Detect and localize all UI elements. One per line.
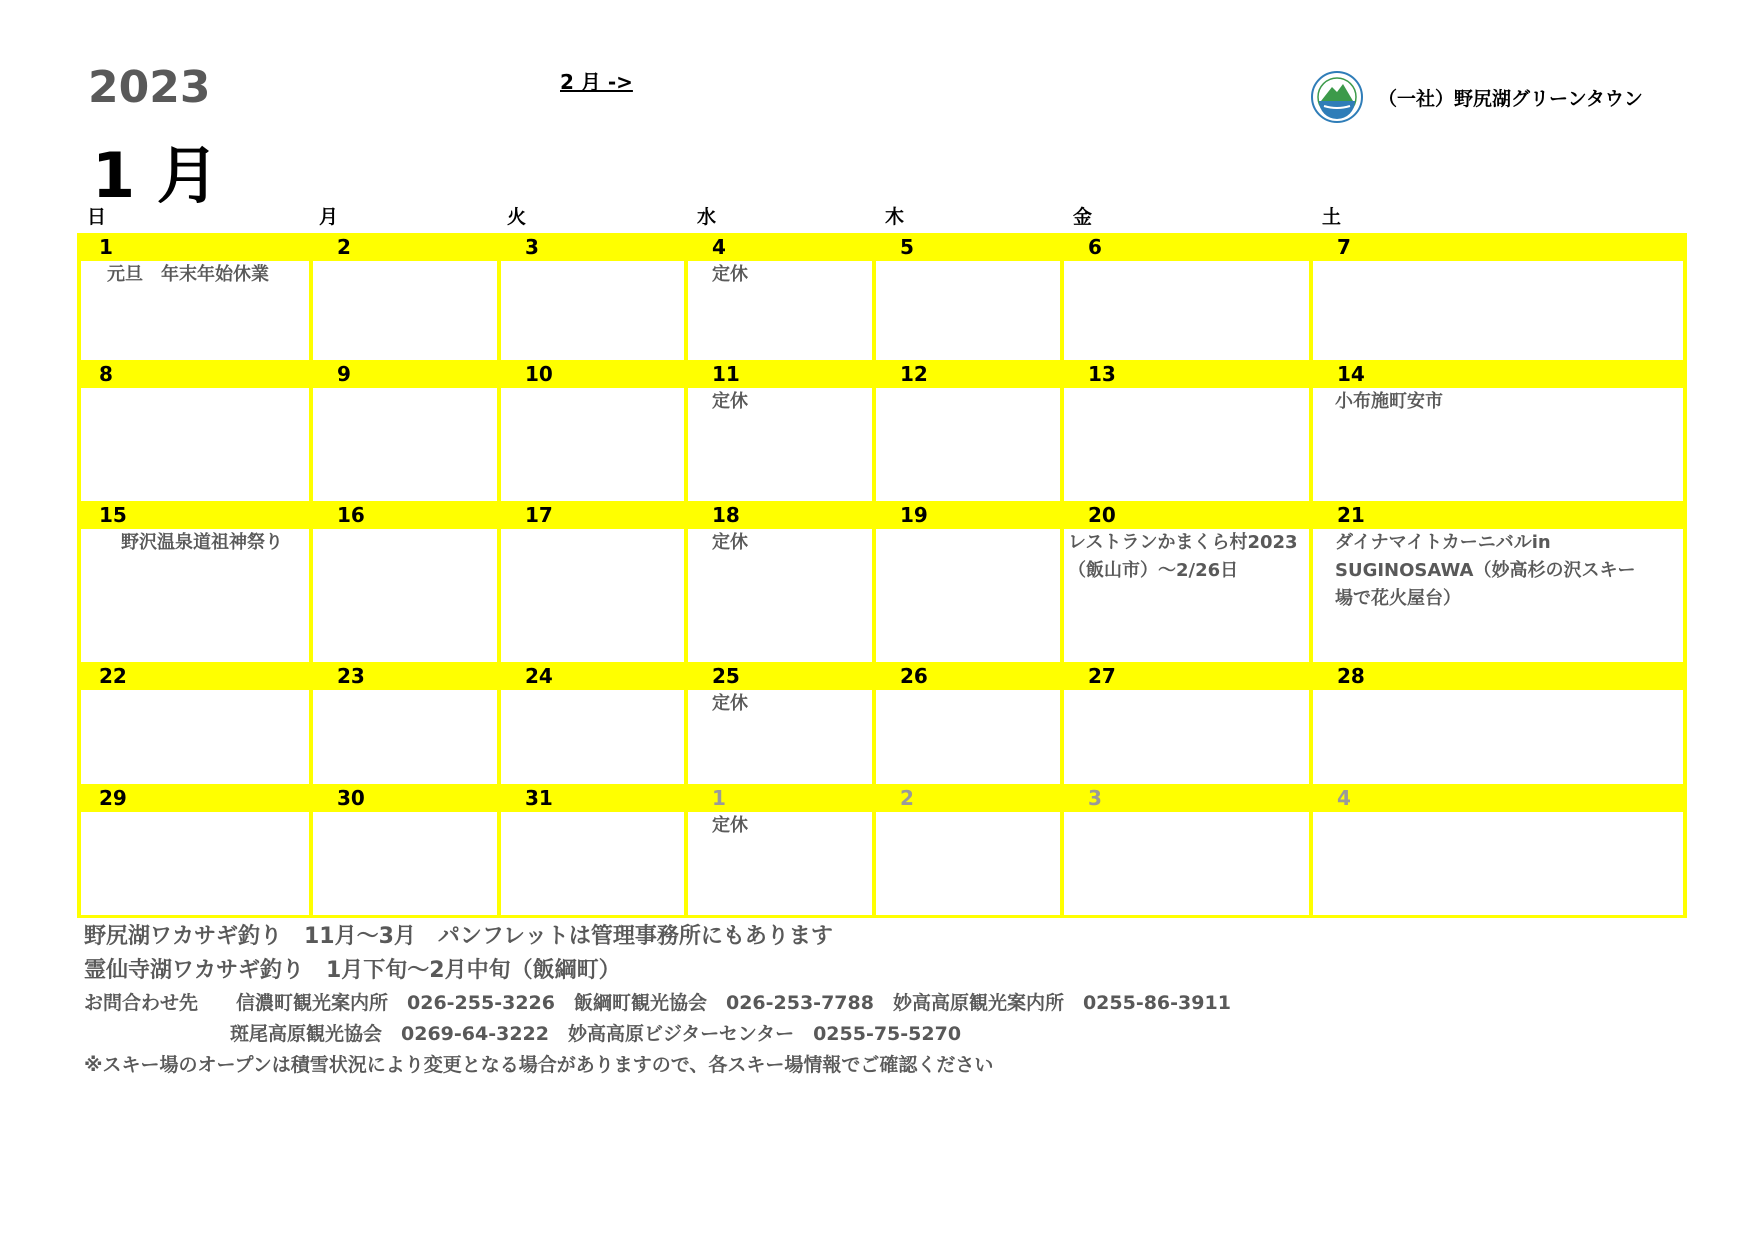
column-divider xyxy=(1683,233,1687,918)
day-number: 19 xyxy=(900,503,928,527)
day-number: 27 xyxy=(1088,664,1116,688)
column-divider xyxy=(1060,233,1064,918)
contact-line-1: お問合わせ先 信濃町観光案内所 026-255-3226 飯綱町観光協会 026-253-7788 妙高高原観光案内所 0255-86-3911 xyxy=(84,992,1231,1014)
day-number: 18 xyxy=(712,503,740,527)
weekday-label: 月 xyxy=(319,206,339,228)
column-divider xyxy=(309,233,313,918)
weekday-label: 木 xyxy=(885,206,905,228)
day-number: 29 xyxy=(99,786,127,810)
weekday-label: 火 xyxy=(507,206,527,228)
next-month-link[interactable]: 2 月 -> xyxy=(560,70,633,94)
day-event: レストランかまくら村2023 （飯山市）～2/26日 xyxy=(1068,532,1298,581)
contact-line-2: 斑尾高原観光協会 0269-64-3222 妙高高原ビジターセンター 0255-75-5270 xyxy=(230,1023,962,1045)
column-divider xyxy=(872,233,876,918)
day-number: 6 xyxy=(1088,235,1102,259)
day-number: 2 xyxy=(337,235,351,259)
notes-section xyxy=(84,920,1584,1081)
column-divider xyxy=(1309,233,1313,918)
grid-bottom-border xyxy=(77,915,1687,918)
weekday-label: 日 xyxy=(87,206,107,228)
weekday-header-row xyxy=(77,202,1687,226)
day-number: 24 xyxy=(525,664,553,688)
note-wakasagi-reisenji: 霊仙寺湖ワカサギ釣り 1月下旬～2月中旬（飯綱町） xyxy=(84,958,621,983)
day-number: 4 xyxy=(712,235,726,259)
year-label: 2023 xyxy=(88,62,211,113)
week-header-band xyxy=(77,501,1687,529)
organization-header xyxy=(1310,70,1643,124)
day-number: 14 xyxy=(1337,362,1365,386)
day-number: 11 xyxy=(712,362,740,386)
day-number: 7 xyxy=(1337,235,1351,259)
day-number: 23 xyxy=(337,664,365,688)
column-divider xyxy=(77,233,81,918)
week-header-band xyxy=(77,360,1687,388)
day-number: 31 xyxy=(525,786,553,810)
day-number: 16 xyxy=(337,503,365,527)
day-number: 1 xyxy=(99,235,113,259)
day-number: 22 xyxy=(99,664,127,688)
day-number: 13 xyxy=(1088,362,1116,386)
organization-logo-icon xyxy=(1310,70,1364,124)
day-number: 3 xyxy=(525,235,539,259)
day-event: 元旦 年末年始休業 xyxy=(107,264,269,285)
column-divider xyxy=(684,233,688,918)
day-event: 定休 xyxy=(712,815,748,836)
week-header-band xyxy=(77,662,1687,690)
weekday-label: 金 xyxy=(1073,206,1093,228)
day-number: 4 xyxy=(1337,786,1351,810)
day-number: 1 xyxy=(712,786,726,810)
weekday-label: 土 xyxy=(1322,206,1342,228)
organization-name: （一社）野尻湖グリーンタウン xyxy=(1378,87,1643,110)
day-number: 2 xyxy=(900,786,914,810)
day-number: 15 xyxy=(99,503,127,527)
week-header-band xyxy=(77,784,1687,812)
day-event: 定休 xyxy=(712,693,748,714)
ski-disclaimer: ※スキー場のオープンは積雪状況により変更となる場合がありますので、各スキー場情報でご確認ください xyxy=(84,1054,994,1076)
weekday-label: 水 xyxy=(697,206,717,228)
day-number: 25 xyxy=(712,664,740,688)
day-number: 3 xyxy=(1088,786,1102,810)
day-number: 21 xyxy=(1337,503,1365,527)
day-number: 5 xyxy=(900,235,914,259)
day-number: 10 xyxy=(525,362,553,386)
day-number: 17 xyxy=(525,503,553,527)
day-event: 定休 xyxy=(712,264,748,285)
day-event: 定休 xyxy=(712,391,748,412)
note-wakasagi-nojiri: 野尻湖ワカサギ釣り 11月～3月 パンフレットは管理事務所にもあります xyxy=(84,924,833,949)
month-title: 1 月 xyxy=(92,139,219,212)
day-event: 定休 xyxy=(712,532,748,553)
day-number: 20 xyxy=(1088,503,1116,527)
week-header-band xyxy=(77,233,1687,261)
day-number: 30 xyxy=(337,786,365,810)
day-number: 26 xyxy=(900,664,928,688)
column-divider xyxy=(497,233,501,918)
day-number: 9 xyxy=(337,362,351,386)
day-number: 8 xyxy=(99,362,113,386)
day-event: 小布施町安市 xyxy=(1335,391,1443,412)
day-event: ダイナマイトカーニバルin SUGINOSAWA（妙高杉の沢スキー 場で花火屋台） xyxy=(1335,532,1636,609)
day-number: 28 xyxy=(1337,664,1365,688)
day-event: 野沢温泉道祖神祭り xyxy=(121,532,283,553)
day-number: 12 xyxy=(900,362,928,386)
calendar-grid xyxy=(77,233,1687,918)
